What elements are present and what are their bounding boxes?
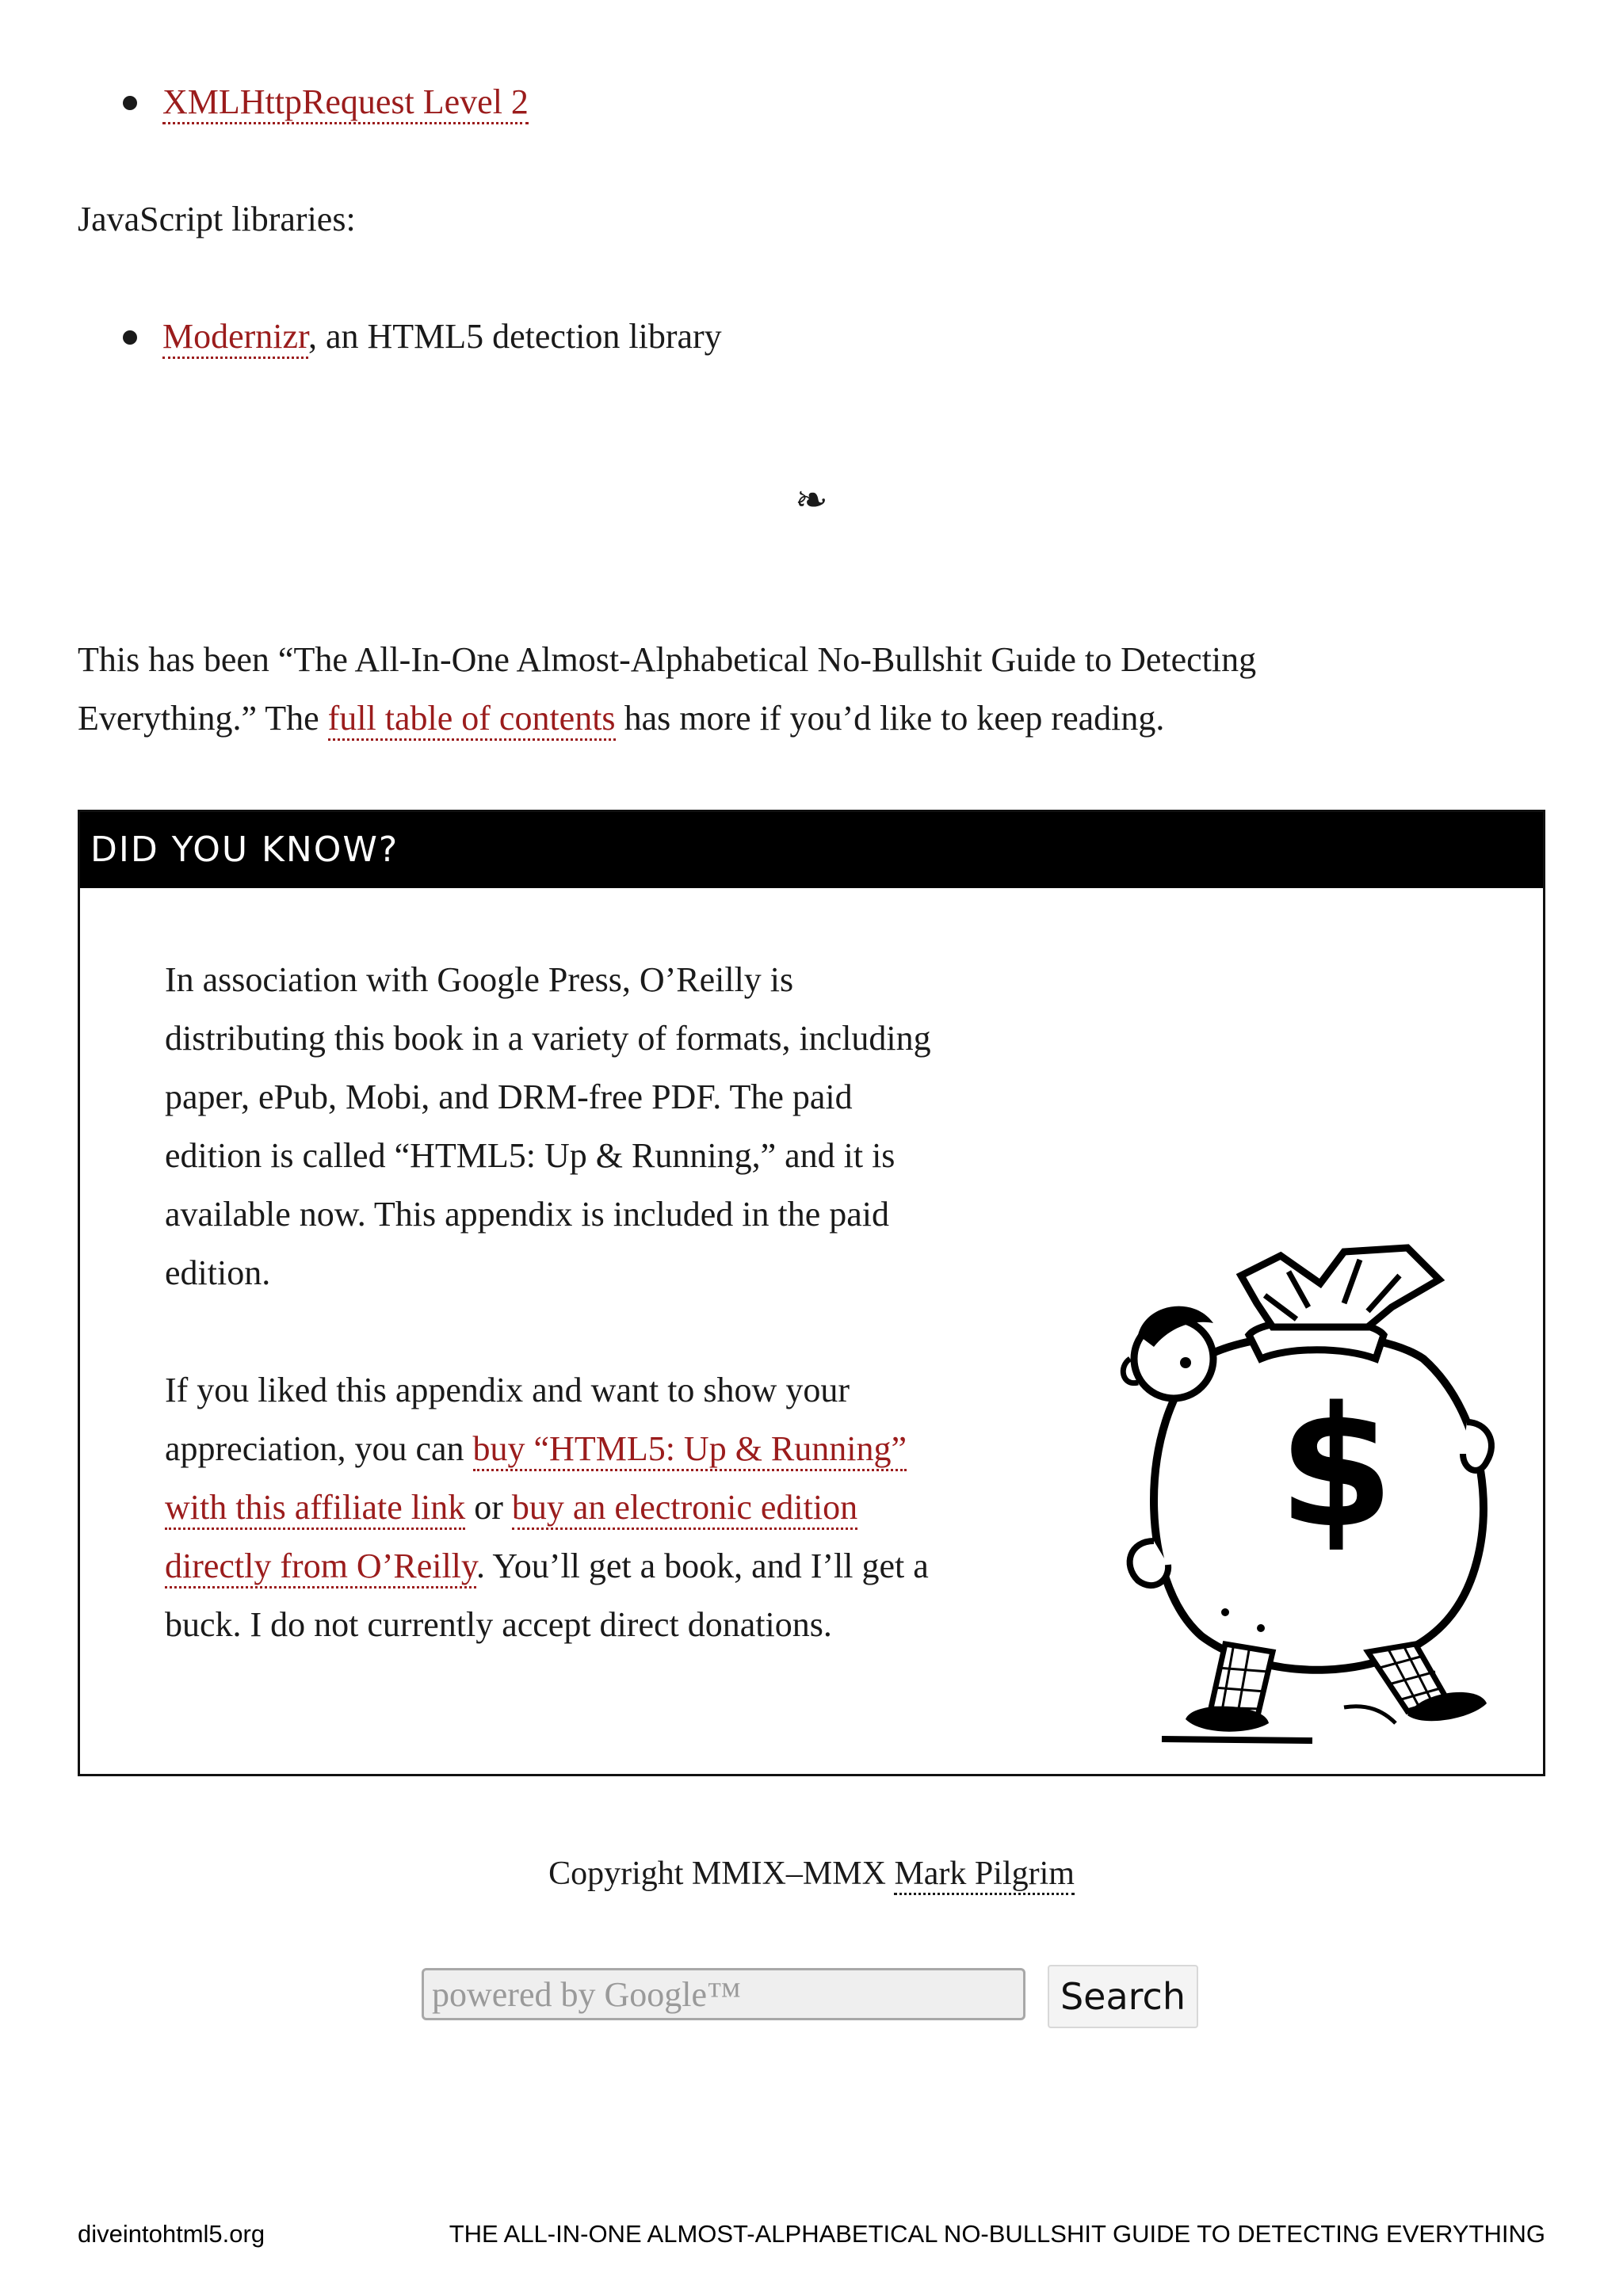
- page-footer-site: diveintohtml5.org: [78, 2220, 265, 2248]
- paragraph-line: [165, 1478, 857, 1537]
- paragraph-line: In association with Google Press, O’Reilly is: [165, 960, 794, 999]
- money-bag-man-icon: [1106, 1240, 1518, 1747]
- closing-text: has more if you’d like to keep reading.: [615, 699, 1165, 738]
- paragraph-line: distributing this book in a variety of formats, including: [165, 1019, 931, 1058]
- search-button[interactable]: Search: [1048, 1965, 1198, 2028]
- closing-line-1: This has been “The All-In-One Almost-Alphabetical No-Bullshit Guide to Detecting: [78, 640, 1257, 679]
- buy-electronic-edition-link[interactable]: buy an electronic edition: [512, 1488, 857, 1530]
- closing-text: Everything.” The: [78, 699, 328, 738]
- modernizr-link[interactable]: Modernizr: [162, 317, 308, 359]
- paragraph-line: buck. I do not currently accept direct donations.: [165, 1605, 832, 1644]
- list-bullet: [123, 330, 137, 345]
- xmlhttprequest-link[interactable]: XMLHttpRequest Level 2: [162, 82, 529, 124]
- search-input[interactable]: [422, 1968, 1025, 2020]
- oreilly-direct-link[interactable]: directly from O’Reilly: [165, 1547, 476, 1589]
- did-you-know-title: DID YOU KNOW?: [80, 812, 1543, 888]
- paragraph-line: edition.: [165, 1253, 271, 1292]
- did-you-know-box: [78, 810, 1545, 1776]
- affiliate-link[interactable]: with this affiliate link: [165, 1488, 465, 1530]
- svg-text:$: $: [1277, 1371, 1395, 1565]
- page-footer-title: THE ALL-IN-ONE ALMOST-ALPHABETICAL NO-BULLSHIT GUIDE TO DETECTING EVERYTHING: [449, 2220, 1545, 2248]
- paragraph-line: [165, 1420, 907, 1478]
- list-item: [162, 73, 529, 132]
- list-bullet: [123, 96, 137, 110]
- paragraph-line: If you liked this appendix and want to show your: [165, 1371, 850, 1409]
- modernizr-description: , an HTML5 detection library: [307, 317, 722, 356]
- copyright-text: Copyright MMIX–MMX: [548, 1855, 895, 1892]
- author-link[interactable]: Mark Pilgrim: [894, 1855, 1075, 1895]
- fleuron-divider-icon: ❧: [795, 477, 828, 523]
- paragraph-text: . You’ll get a book, and I’ll get a: [476, 1547, 929, 1585]
- list-item: [162, 307, 722, 366]
- js-libraries-heading: JavaScript libraries:: [78, 200, 356, 238]
- paragraph-line: paper, ePub, Mobi, and DRM-free PDF. The paid: [165, 1077, 853, 1116]
- paragraph-line: [165, 1537, 929, 1596]
- paragraph-text: or: [465, 1488, 512, 1527]
- closing-line-2: [78, 689, 1164, 748]
- paragraph-line: available now. This appendix is included in the paid: [165, 1195, 890, 1234]
- buy-book-link[interactable]: buy “HTML5: Up & Running”: [473, 1429, 907, 1471]
- paragraph-text: appreciation, you can: [165, 1429, 473, 1468]
- table-of-contents-link[interactable]: full table of contents: [328, 699, 616, 741]
- paragraph-line: edition is called “HTML5: Up & Running,” and it is: [165, 1136, 896, 1175]
- copyright-line: [78, 1846, 1545, 1901]
